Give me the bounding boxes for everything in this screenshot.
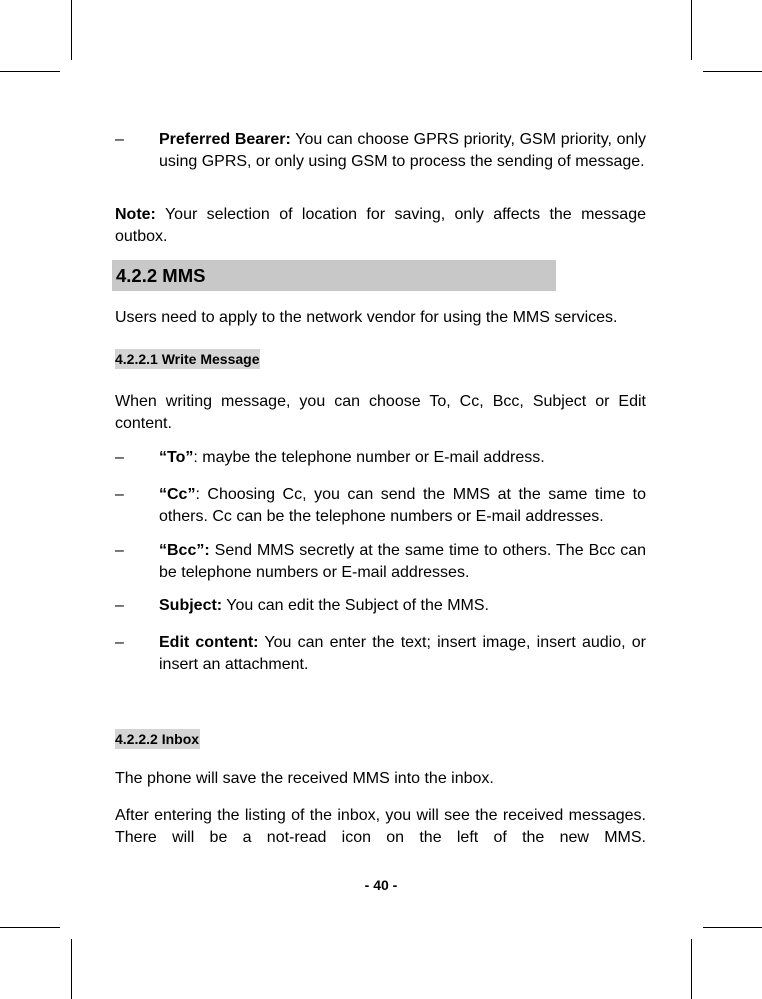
crop-mark — [0, 927, 60, 928]
bullet-body: : Choosing Cc, you can send the MMS at the same time to others. Cc can be the telephone numbers or E-mail addresses. — [159, 486, 646, 525]
bullet-label: Edit content: — [159, 634, 259, 651]
inbox-paragraph-2: After entering the listing of the inbox, you will see the received messages. There will be a not-read icon on the left of the new MMS. — [115, 807, 646, 846]
crop-mark — [703, 71, 762, 72]
bullet-text — [159, 632, 646, 676]
bullet-body: : maybe the telephone number or E-mail address. — [193, 449, 545, 466]
bullet-text — [159, 447, 646, 469]
crop-mark — [0, 71, 60, 72]
bullet-dash: – — [115, 131, 124, 148]
bullet-body: You can choose GPRS priority, GSM priority, only using GPRS, or only using GSM to process the sending of message. — [159, 131, 647, 170]
bullet-label: “Bcc”: — [159, 542, 210, 559]
crop-mark — [691, 939, 692, 999]
note-label: Note: — [115, 206, 156, 223]
crop-mark — [71, 939, 72, 999]
bullet-text — [159, 484, 646, 528]
bullet-text — [159, 129, 646, 173]
bullet-text — [159, 540, 646, 584]
subsection-heading-write-message: 4.2.2.1 Write Message — [115, 351, 260, 367]
bullet-dash: – — [115, 449, 124, 466]
section-intro: Users need to apply to the network vendor for using the MMS services. — [115, 309, 618, 326]
bullet-dash: – — [115, 486, 124, 503]
crop-mark — [703, 927, 762, 928]
bullet-body: You can edit the Subject of the MMS. — [222, 597, 489, 614]
bullet-dash: – — [115, 634, 124, 651]
bullet-text — [159, 595, 646, 617]
bullet-label: Preferred Bearer: — [159, 131, 291, 148]
bullet-body: You can enter the text; insert image, insert audio, or insert an attachment. — [159, 634, 647, 673]
bullet-dash: – — [115, 542, 124, 559]
note-text: Your selection of location for saving, only affects the message outbox. — [115, 206, 646, 245]
bullet-label: Subject: — [159, 597, 223, 614]
section-heading: 4.2.2 MMS — [112, 260, 556, 291]
subsection-heading-inbox: 4.2.2.2 Inbox — [115, 731, 200, 747]
bullet-label: “To” — [159, 449, 194, 466]
inbox-paragraph-1: The phone will save the received MMS into the inbox. — [115, 770, 494, 787]
bullet-body: Send MMS secretly at the same time to others. The Bcc can be telephone numbers or E-mail addresses. — [159, 542, 646, 581]
note-paragraph — [115, 204, 646, 248]
page-number: - 40 - — [364, 877, 398, 893]
crop-mark — [691, 0, 692, 60]
bullet-label: “Cc” — [159, 486, 196, 503]
write-message-intro: When writing message, you can choose To, Cc, Bcc, Subject or Edit content. — [115, 393, 646, 432]
bullet-dash: – — [115, 597, 124, 614]
crop-mark — [71, 0, 72, 60]
